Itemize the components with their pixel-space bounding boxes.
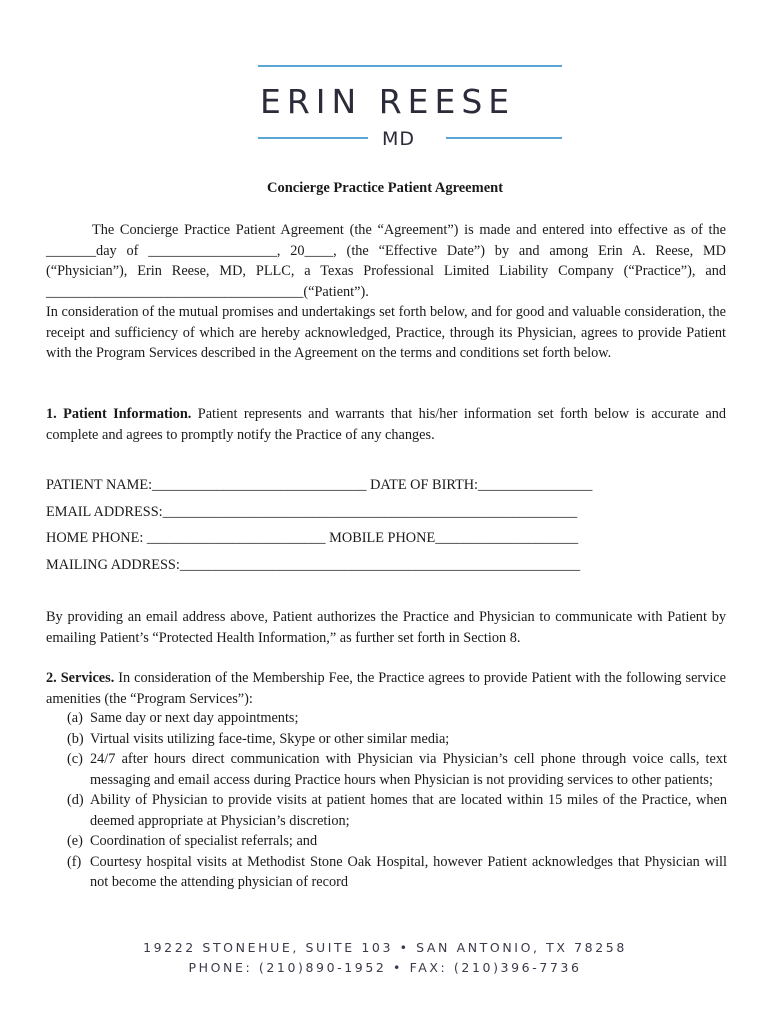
item-marker: (b) bbox=[67, 730, 84, 747]
list-item bbox=[67, 729, 727, 750]
list-item bbox=[67, 790, 727, 831]
field-email[interactable]: EMAIL ADDRESS:__________________________________________________________ bbox=[46, 503, 578, 520]
section-patient-information bbox=[46, 404, 726, 445]
field-phones[interactable]: HOME PHONE: _________________________ MOBILE PHONE____________________ bbox=[46, 530, 579, 546]
list-item bbox=[67, 831, 727, 852]
item-text: 24/7 after hours direct communication with Physician via Physician’s cell phone through voice calls, text messaging and email access during Practice hours when Physician is not providing services to other patients; bbox=[90, 751, 727, 788]
item-marker: (a) bbox=[67, 710, 83, 726]
patient-fields bbox=[46, 472, 666, 578]
field-mailing-address[interactable]: MAILING ADDRESS:________________________________________________________ bbox=[46, 556, 581, 573]
document-title: Concierge Practice Patient Agreement bbox=[266, 180, 504, 196]
section-2-heading: 2. Services. bbox=[46, 670, 115, 686]
list-item bbox=[67, 852, 727, 893]
intro-paragraph bbox=[46, 220, 726, 364]
intro-parties: The Concierge Practice Patient Agreement (the “Agreement”) is made and entered into effective as of the _______day of __________________, 20____, (the “Effective Date”) by and among Erin A. Reese, MD (“Physician”), Erin Reese, MD, PLLC, a Texas Professional Limited Liability Company (“Practice”), and ____________________________________(“Patient”). bbox=[46, 222, 726, 300]
logo-suffix: MD bbox=[382, 128, 416, 150]
section-1-body: Patient represents and warrants that his/her information set forth below is accurate and complete and agrees to promptly notify the Practice of any changes. bbox=[46, 406, 726, 443]
item-text: Virtual visits utilizing face-time, Skype or other similar media; bbox=[90, 730, 450, 747]
item-marker: (e) bbox=[67, 833, 83, 849]
item-marker: (d) bbox=[67, 792, 84, 808]
practice-logo bbox=[258, 62, 568, 152]
section-2-body: In consideration of the Membership Fee, the Practice agrees to provide Patient with the following service amenities (the “Program Services”): bbox=[46, 670, 726, 707]
footer-address: 19222 STONEHUE, SUITE 103 • SAN ANTONIO, TX 78258 bbox=[143, 940, 627, 955]
logo-rule-left bbox=[258, 137, 368, 139]
logo-name: ERIN REESE bbox=[260, 82, 516, 121]
footer-contact: PHONE: (210)890-1952 • FAX: (210)396-7736 bbox=[188, 960, 582, 975]
section-1-heading: 1. Patient Information. bbox=[46, 406, 192, 422]
intro-consideration: In consideration of the mutual promises and undertakings set forth below, and for good and valuable consideration, the receipt and sufficiency of which are hereby acknowledged, Practice, through its Physician, agrees to provide Patient with the Program Services described in the Agreement on the terms and conditions set forth below. bbox=[46, 304, 726, 361]
item-text: Ability of Physician to provide visits at patient homes that are located within 15 miles of the Practice, when deemed appropriate at Physician’s discretion; bbox=[90, 792, 727, 829]
item-marker: (c) bbox=[67, 751, 83, 767]
services-list bbox=[67, 708, 727, 893]
item-text: Same day or next day appointments; bbox=[90, 710, 299, 726]
field-name-dob[interactable]: PATIENT NAME:______________________________ DATE OF BIRTH:________________ bbox=[46, 477, 593, 493]
logo-rule-right bbox=[446, 137, 562, 139]
email-consent-paragraph: By providing an email address above, Patient authorizes the Practice and Physician to communicate with Patient by emailing Patient’s “Protected Health Information,” as further set forth in Section 8. bbox=[46, 609, 726, 646]
list-item bbox=[67, 708, 727, 729]
item-text: Coordination of specialist referrals; and bbox=[90, 833, 318, 849]
item-marker: (f) bbox=[67, 853, 82, 870]
item-text: Courtesy hospital visits at Methodist Stone Oak Hospital, however Patient acknowledges that Physician will not become the attending physician of record bbox=[90, 853, 727, 890]
logo-rule-top bbox=[258, 65, 562, 67]
list-item bbox=[67, 749, 727, 790]
section-services bbox=[46, 668, 726, 709]
